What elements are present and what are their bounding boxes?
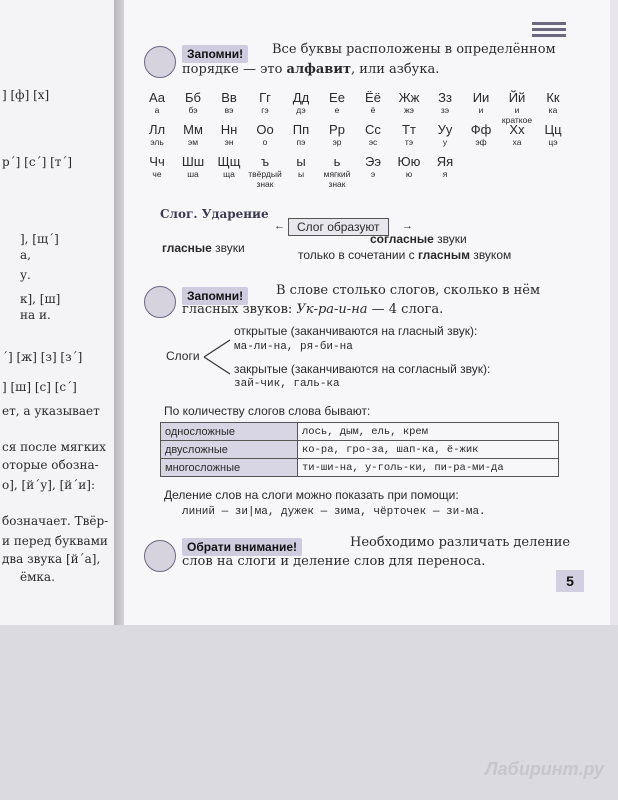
letter-name: тэ xyxy=(404,137,414,147)
letter-glyph: Щщ xyxy=(217,154,241,169)
letter-glyph: Ёё xyxy=(365,90,381,105)
letter-glyph: Шш xyxy=(181,154,205,169)
table-row xyxy=(161,423,559,441)
alphabet-letter xyxy=(176,154,210,179)
alphabet-letter xyxy=(500,90,534,125)
letter-name: и краткое xyxy=(501,105,533,125)
left-page-line: о], [й´у], [й´и]: xyxy=(2,478,95,492)
letter-glyph: Фф xyxy=(470,122,492,137)
letter-name: э xyxy=(370,169,376,179)
letter-glyph: Гг xyxy=(259,90,271,105)
letter-glyph: Сс xyxy=(365,122,381,137)
left-page-line: ся после мягких xyxy=(2,440,107,454)
letter-name: цэ xyxy=(548,137,558,147)
left-page-line: ] [ш] [с] [с´] xyxy=(2,380,77,394)
letter-glyph: ь xyxy=(333,154,341,169)
section-title: Слог. Ударение xyxy=(160,207,269,221)
letter-glyph: Мм xyxy=(183,122,203,137)
left-page-line: бозначает. Твёр- xyxy=(2,514,109,528)
left-page-line: ет, а указывает xyxy=(2,404,100,418)
letter-name: ща xyxy=(223,169,235,179)
alphabet-letter xyxy=(212,90,246,115)
letter-glyph: Чч xyxy=(149,154,165,169)
letter-glyph: Нн xyxy=(220,122,238,137)
letter-glyph: Бб xyxy=(185,90,201,105)
letter-name: эм xyxy=(187,137,199,147)
letter-name: ха xyxy=(512,137,522,147)
vowels-label: гласные звуки xyxy=(162,241,245,255)
consonants-condition: только в сочетании с гласным звуком xyxy=(298,248,512,262)
corner-stripes xyxy=(532,22,566,38)
alphabet-letter xyxy=(320,90,354,115)
left-page-line: и перед буквами xyxy=(2,534,108,548)
letter-glyph: Йй xyxy=(508,90,526,105)
letter-glyph: Яя xyxy=(436,154,454,169)
alphabet-letter xyxy=(428,90,462,115)
syllable-count-table xyxy=(160,422,559,477)
letter-glyph: Ее xyxy=(329,90,345,105)
attention-line1: Необходимо различать деление xyxy=(350,535,571,550)
alphabet-letter xyxy=(356,154,390,179)
attention-line2: слов на слоги и деление слов для переноса. xyxy=(182,554,486,569)
letter-glyph: Кк xyxy=(546,90,560,105)
remember-badge: Запомни! xyxy=(182,287,248,305)
alphabet-letter xyxy=(392,122,426,147)
letter-name: твёрдый знак xyxy=(248,169,282,189)
alphabet-letter xyxy=(500,122,534,147)
syllable-forms-box: Слог образуют xyxy=(288,218,389,236)
alphabet-letter xyxy=(320,122,354,147)
letter-glyph: Жж xyxy=(398,90,420,105)
left-page-line: оторые обозна- xyxy=(2,458,99,472)
letter-name: зэ xyxy=(440,105,450,115)
alphabet-letter xyxy=(212,122,246,147)
letter-glyph: Лл xyxy=(148,122,166,137)
girl-avatar-icon xyxy=(144,46,176,78)
letter-name: жэ xyxy=(403,105,415,115)
letter-glyph: Дд xyxy=(292,90,310,105)
alphabet-letter xyxy=(536,122,570,147)
alphabet-letter xyxy=(428,122,462,147)
letter-name: о xyxy=(262,137,268,147)
left-page-line: ] [ф] [х] xyxy=(2,88,50,102)
syllable-rule-line1: В слове столько слогов, сколько в нём xyxy=(276,283,541,298)
syllable-rule-line2: гласных звуков: Ук-ра-и-на — 4 слога. xyxy=(182,302,444,317)
open-syllables-examples: ма-ли-на, ря-би-на xyxy=(234,341,353,353)
letter-name: у xyxy=(442,137,448,147)
letter-glyph: Пп xyxy=(292,122,310,137)
letter-name: ё xyxy=(370,105,376,115)
letter-name: ю xyxy=(405,169,413,179)
arrow-right-icon: → xyxy=(402,220,413,232)
table-row-examples: ко-ра, гро-за, шап-ка, ё-жик xyxy=(298,441,559,459)
left-page-line: а, xyxy=(20,248,31,262)
remember-badge: Запомни! xyxy=(182,45,248,63)
letter-glyph: Оо xyxy=(256,122,274,137)
alphabet-letter xyxy=(464,90,498,115)
letter-name: вэ xyxy=(224,105,234,115)
right-page xyxy=(124,0,610,625)
alphabet-letter xyxy=(428,154,462,179)
arrow-left-icon: ← xyxy=(274,220,285,232)
letter-name: ы xyxy=(297,169,305,179)
letter-name: и xyxy=(478,105,484,115)
letter-name: е xyxy=(334,105,340,115)
alphabet-letter xyxy=(176,122,210,147)
girl-avatar-icon xyxy=(144,286,176,318)
letter-name: мягкий знак xyxy=(323,169,351,189)
alphabet-letter xyxy=(248,90,282,115)
letter-glyph: Цц xyxy=(544,122,562,137)
table-row-header: многосложные xyxy=(161,459,298,477)
open-syllables-title: открытые (заканчиваются на гласный звук): xyxy=(234,324,478,338)
alphabet-letter xyxy=(212,154,246,179)
left-page-line: два звука [й´а], xyxy=(2,552,101,566)
letter-glyph: Уу xyxy=(437,122,453,137)
letter-glyph: Ээ xyxy=(365,154,381,169)
alphabet-grid xyxy=(140,90,580,190)
girl-avatar-icon xyxy=(144,540,176,572)
letter-glyph: Тт xyxy=(402,122,416,137)
letter-name: эн xyxy=(224,137,234,147)
left-page-line: к], [ш] xyxy=(20,292,61,306)
left-page-line: ], [щ´] xyxy=(20,232,59,246)
alphabet-letter xyxy=(176,90,210,115)
alphabet-letter xyxy=(140,154,174,179)
table-row xyxy=(161,441,559,459)
alphabet-rule-line1: Все буквы расположены в определённом xyxy=(272,42,556,57)
alphabet-letter xyxy=(248,154,282,189)
alphabet-letter xyxy=(284,90,318,115)
table-row-header: двусложные xyxy=(161,441,298,459)
closed-syllables-examples: зай-чик, галь-ка xyxy=(234,378,340,390)
table-row-header: односложные xyxy=(161,423,298,441)
alphabet-letter xyxy=(284,154,318,179)
syllables-label: Слоги xyxy=(166,349,200,363)
letter-name: че xyxy=(152,169,162,179)
letter-glyph: ъ xyxy=(260,154,270,169)
table-row-examples: ти-ши-на, у-голь-ки, пи-ра-ми-да xyxy=(298,459,559,477)
letter-name: ка xyxy=(548,105,558,115)
attention-badge: Обрати внимание! xyxy=(182,538,302,556)
letter-name: эф xyxy=(475,137,487,147)
alphabet-letter xyxy=(464,122,498,147)
alphabet-letter xyxy=(140,90,174,115)
letter-glyph: Вв xyxy=(221,90,237,105)
letter-glyph: Аа xyxy=(148,90,166,105)
alphabet-letter xyxy=(356,122,390,147)
alphabet-letter xyxy=(140,122,174,147)
letter-name: дэ xyxy=(296,105,306,115)
letter-name: я xyxy=(442,169,448,179)
alphabet-rule-line2: порядке — это алфавит, или азбука. xyxy=(182,62,440,77)
letter-glyph: Юю xyxy=(397,154,421,169)
watermark-logo: Лабиринт.ру xyxy=(485,759,604,779)
letter-name: бэ xyxy=(188,105,198,115)
letter-name: эль xyxy=(150,137,164,147)
left-page-line: у. xyxy=(20,268,31,282)
table-row xyxy=(161,459,559,477)
alphabet-letter xyxy=(320,154,354,189)
alphabet-letter xyxy=(536,90,570,115)
closed-syllables-title: закрытые (заканчиваются на согласный звук): xyxy=(234,362,491,376)
consonants-label: согласные звуки xyxy=(370,232,467,246)
letter-name: гэ xyxy=(261,105,269,115)
alphabet-letter xyxy=(248,122,282,147)
letter-glyph: Рр xyxy=(329,122,345,137)
letter-name: эр xyxy=(332,137,342,147)
alphabet-letter xyxy=(356,90,390,115)
division-title: Деление слов на слоги можно показать при помощи: xyxy=(164,488,459,502)
letter-glyph: Хх xyxy=(509,122,525,137)
table-row-examples: лось, дым, ель, крем xyxy=(298,423,559,441)
letter-glyph: ы xyxy=(296,154,306,169)
letter-glyph: Ии xyxy=(472,90,490,105)
letter-name: пэ xyxy=(296,137,306,147)
page-number: 5 xyxy=(556,570,584,592)
letter-glyph: Зз xyxy=(438,90,452,105)
left-page-line: р´] [с´] [т´] xyxy=(2,155,73,169)
division-examples: линий — зи|ма, дужек — зима, чёрточек — зи-ма. xyxy=(182,506,486,518)
letter-name: эс xyxy=(368,137,378,147)
left-page-line: ёмка. xyxy=(20,570,55,584)
left-page-line: ´] [ж] [з] [з´] xyxy=(2,350,83,364)
letter-name: ша xyxy=(187,169,199,179)
alphabet-letter xyxy=(392,154,426,179)
left-page xyxy=(0,0,123,640)
alphabet-letter xyxy=(392,90,426,115)
letter-name: а xyxy=(154,105,160,115)
left-page-line: на и. xyxy=(20,308,51,322)
table-title: По количеству слогов слова бывают: xyxy=(164,404,371,418)
branch-brace-icon xyxy=(202,334,232,380)
alphabet-letter xyxy=(284,122,318,147)
